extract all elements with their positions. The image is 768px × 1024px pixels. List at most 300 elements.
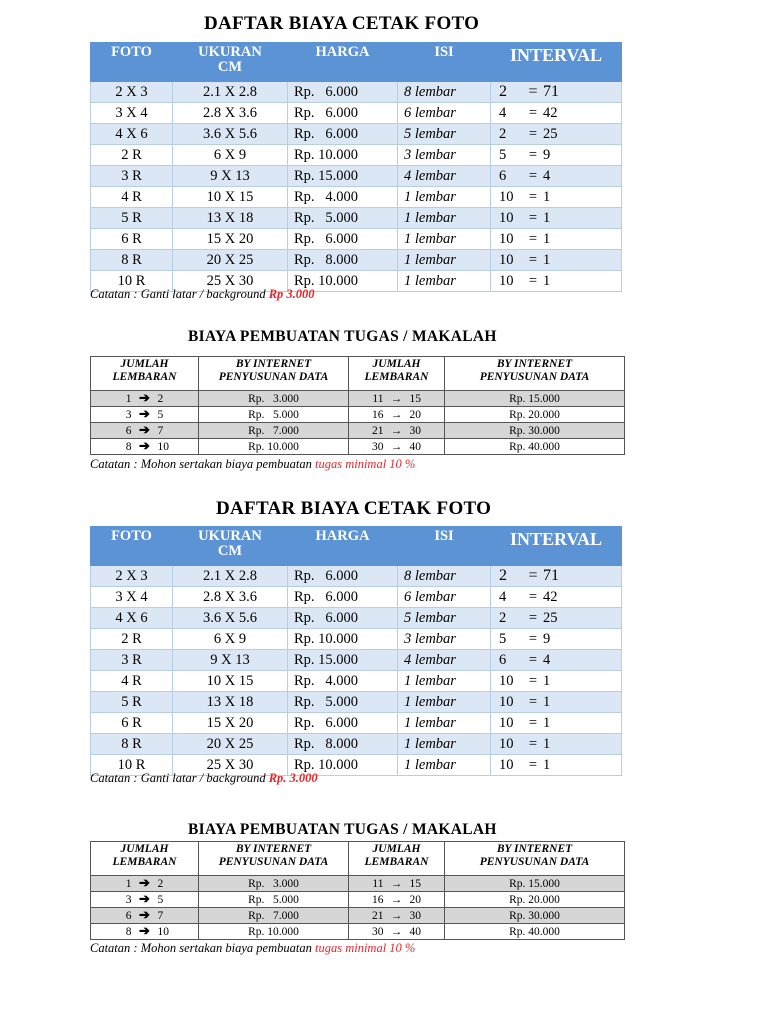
cell-price: Rp. 20.000: [445, 407, 625, 423]
header-text: PENYUSUNAN DATA: [218, 856, 329, 868]
interval-eq: =: [528, 188, 538, 205]
range-start: 3: [125, 894, 132, 906]
header-penyusunan-data-2: [445, 357, 625, 391]
interval-eq: =: [528, 251, 538, 268]
photo-table-header: [91, 527, 622, 566]
task-table-header: [91, 357, 625, 391]
cell-interval: [491, 629, 622, 650]
range-end: 20: [409, 408, 421, 421]
header-text: HARGA: [315, 44, 370, 60]
arrow-right-bold-icon: ➔: [139, 390, 150, 405]
cell-isi: 3 lembar: [398, 145, 491, 166]
task-table-header: [91, 842, 625, 876]
photo-price-table: [90, 526, 622, 776]
cell-isi: 4 lembar: [398, 650, 491, 671]
cell-isi: 1 lembar: [398, 734, 491, 755]
range-end: 30: [409, 909, 421, 922]
cell-price: Rp. 5.000: [199, 407, 349, 423]
cell-harga: Rp. 6.000: [288, 566, 398, 587]
range-end: 5: [157, 894, 164, 906]
interval-n2: 9: [543, 630, 551, 647]
header-ukuran: [173, 527, 288, 566]
cell-range: [349, 892, 445, 908]
range-start: 16: [372, 893, 384, 906]
range-start: 6: [125, 910, 132, 922]
cell-harga: Rp. 10.000: [288, 755, 398, 776]
cell-interval: [491, 103, 622, 124]
table-row: [91, 713, 622, 734]
interval-n2: 9: [543, 146, 551, 163]
cell-isi: 1 lembar: [398, 671, 491, 692]
interval-n2: 1: [543, 756, 551, 773]
header-text: INTERVAL: [509, 529, 603, 549]
header-text: BY INTERNET: [235, 358, 312, 370]
cell-harga: Rp. 6.000: [288, 124, 398, 145]
cell-ukuran: 15 X 20: [173, 713, 288, 734]
range-start: 16: [372, 408, 384, 421]
table-row: [91, 439, 625, 455]
cell-price: Rp. 40.000: [445, 924, 625, 940]
cell-ukuran: 2.1 X 2.8: [173, 566, 288, 587]
cell-ukuran: 9 X 13: [173, 166, 288, 187]
cell-foto: 10 R: [91, 271, 173, 292]
cell-ukuran: 15 X 20: [173, 229, 288, 250]
table-row: [91, 229, 622, 250]
cell-ukuran: 10 X 15: [173, 187, 288, 208]
arrow-right-icon: →: [390, 408, 403, 421]
interval-n1: 6: [499, 167, 507, 184]
range-start: 8: [125, 441, 132, 453]
table-row: [91, 734, 622, 755]
header-text: LEMBARAN: [364, 856, 429, 868]
range-start: 30: [372, 925, 384, 938]
cell-interval: [491, 124, 622, 145]
cell-harga: Rp. 6.000: [288, 103, 398, 124]
interval-eq: =: [528, 230, 538, 247]
table-row: [91, 629, 622, 650]
table-row: [91, 250, 622, 271]
cell-ukuran: 2.8 X 3.6: [173, 587, 288, 608]
cell-harga: Rp. 6.000: [288, 229, 398, 250]
cell-ukuran: 20 X 25: [173, 734, 288, 755]
range-end: 10: [157, 926, 169, 938]
task-price-title: BIAYA PEMBUATAN TUGAS / MAKALAH: [188, 328, 497, 345]
interval-eq: =: [528, 630, 538, 647]
cell-foto: 2 X 3: [91, 566, 173, 587]
cell-range: [91, 423, 199, 439]
interval-n2: 42: [543, 104, 558, 121]
range-end: 7: [157, 425, 164, 437]
header-foto: [91, 527, 173, 566]
task-note: Catatan : Mohon sertakan biaya pembuatan tugas minimal 10 %: [90, 941, 416, 955]
range-start: 6: [125, 425, 132, 437]
cell-harga: Rp. 5.000: [288, 208, 398, 229]
section-1: [0, 0, 768, 480]
range-end: 2: [157, 393, 164, 405]
cell-foto: 4 R: [91, 187, 173, 208]
cell-isi: 1 lembar: [398, 229, 491, 250]
interval-n1: 5: [499, 146, 507, 163]
task-price-title: BIAYA PEMBUATAN TUGAS / MAKALAH: [188, 821, 497, 838]
cell-foto: 5 R: [91, 208, 173, 229]
arrow-right-icon: →: [390, 893, 403, 906]
table-row: [91, 892, 625, 908]
cell-price: Rp. 20.000: [445, 892, 625, 908]
task-price-table: [90, 356, 625, 455]
header-text: PENYUSUNAN DATA: [218, 371, 329, 383]
price-list-title: DAFTAR BIAYA CETAK FOTO: [204, 13, 480, 34]
cell-isi: 3 lembar: [398, 629, 491, 650]
range-start: 21: [372, 909, 384, 922]
task-note: Catatan : Mohon sertakan biaya pembuatan tugas minimal 10 %: [90, 457, 416, 471]
table-row: [91, 391, 625, 407]
header-text: BY INTERNET: [235, 843, 312, 855]
interval-eq: =: [528, 588, 538, 605]
interval-n1: 5: [499, 630, 507, 647]
cell-interval: [491, 671, 622, 692]
cell-isi: 1 lembar: [398, 187, 491, 208]
interval-eq: =: [528, 609, 538, 626]
cell-foto: 2 X 3: [91, 82, 173, 103]
cell-ukuran: 9 X 13: [173, 650, 288, 671]
arrow-right-bold-icon: ➔: [139, 875, 150, 890]
cell-range: [91, 439, 199, 455]
interval-n2: 4: [543, 651, 551, 668]
cell-interval: [491, 166, 622, 187]
header-jumlah-lembaran-2: [349, 842, 445, 876]
cell-foto: 10 R: [91, 755, 173, 776]
header-text: JUMLAH: [372, 358, 421, 370]
arrow-right-bold-icon: ➔: [139, 406, 150, 421]
cell-harga: Rp. 10.000: [288, 629, 398, 650]
header-text: ISI: [434, 44, 454, 60]
cell-range: [91, 892, 199, 908]
cell-range: [91, 876, 199, 892]
interval-n2: 1: [543, 188, 551, 205]
cell-interval: [491, 208, 622, 229]
cell-price: Rp. 30.000: [445, 908, 625, 924]
table-row: [91, 587, 622, 608]
cell-interval: [491, 229, 622, 250]
range-end: 7: [157, 910, 164, 922]
range-end: 10: [157, 441, 169, 453]
header-text: JUMLAH: [372, 843, 421, 855]
cell-price: Rp. 15.000: [445, 876, 625, 892]
interval-eq: =: [528, 714, 538, 731]
cell-isi: 6 lembar: [398, 103, 491, 124]
cell-foto: 5 R: [91, 692, 173, 713]
arrow-right-bold-icon: ➔: [139, 438, 150, 453]
table-row: [91, 876, 625, 892]
cell-interval: [491, 650, 622, 671]
cell-ukuran: 13 X 18: [173, 692, 288, 713]
table-row: [91, 407, 625, 423]
cell-range: [91, 391, 199, 407]
interval-eq: =: [528, 104, 538, 121]
table-row: [91, 692, 622, 713]
cell-isi: 8 lembar: [398, 82, 491, 103]
price-list-title: DAFTAR BIAYA CETAK FOTO: [216, 498, 492, 519]
cell-harga: Rp. 6.000: [288, 587, 398, 608]
header-text: PENYUSUNAN DATA: [479, 371, 590, 383]
header-text: BY INTERNET: [496, 358, 573, 370]
interval-eq: =: [528, 672, 538, 689]
range-end: 15: [409, 392, 421, 405]
header-text: JUMLAH: [120, 843, 169, 855]
cell-harga: Rp. 4.000: [288, 187, 398, 208]
cell-harga: Rp. 6.000: [288, 713, 398, 734]
header-jumlah-lembaran-2: [349, 357, 445, 391]
interval-n1: 10: [499, 714, 514, 731]
interval-n2: 25: [543, 125, 558, 142]
table-row: [91, 908, 625, 924]
cell-interval: [491, 250, 622, 271]
header-text: CM: [217, 543, 243, 559]
range-end: 2: [157, 878, 164, 890]
interval-n2: 4: [543, 167, 551, 184]
cell-harga: Rp. 5.000: [288, 692, 398, 713]
range-end: 15: [409, 877, 421, 890]
interval-eq: =: [528, 167, 538, 184]
cell-foto: 8 R: [91, 250, 173, 271]
header-text: CM: [217, 59, 243, 75]
interval-n1: 6: [499, 651, 507, 668]
header-text: INTERVAL: [509, 45, 603, 65]
cell-price: Rp. 7.000: [199, 908, 349, 924]
table-row: [91, 608, 622, 629]
cell-foto: 2 R: [91, 145, 173, 166]
cell-ukuran: 6 X 9: [173, 145, 288, 166]
header-interval: [491, 43, 622, 82]
range-start: 1: [125, 878, 132, 890]
header-text: LEMBARAN: [364, 371, 429, 383]
cell-interval: [491, 713, 622, 734]
interval-n1: 10: [499, 693, 514, 710]
interval-n1: 2: [499, 609, 507, 626]
cell-isi: 6 lembar: [398, 587, 491, 608]
cell-harga: Rp. 15.000: [288, 166, 398, 187]
range-start: 3: [125, 409, 132, 421]
cell-harga: Rp. 4.000: [288, 671, 398, 692]
range-start: 11: [372, 877, 384, 890]
header-isi: [398, 527, 491, 566]
table-row: [91, 671, 622, 692]
cell-range: [91, 924, 199, 940]
cell-price: Rp. 10.000: [199, 924, 349, 940]
table-row: [91, 423, 625, 439]
interval-n1: 10: [499, 756, 514, 773]
photo-table-header: [91, 43, 622, 82]
header-penyusunan-data-2: [445, 842, 625, 876]
interval-eq: =: [528, 756, 538, 773]
arrow-right-icon: →: [390, 909, 403, 922]
table-row: [91, 124, 622, 145]
cell-ukuran: 10 X 15: [173, 671, 288, 692]
interval-n1: 10: [499, 672, 514, 689]
interval-eq: =: [528, 125, 538, 142]
cell-ukuran: 20 X 25: [173, 250, 288, 271]
header-penyusunan-data-1: [199, 842, 349, 876]
cell-range: [349, 407, 445, 423]
header-text: FOTO: [111, 44, 152, 60]
interval-n1: 10: [499, 209, 514, 226]
interval-eq: =: [528, 272, 538, 289]
range-end: 5: [157, 409, 164, 421]
header-harga: [288, 43, 398, 82]
cell-price: Rp. 3.000: [199, 876, 349, 892]
interval-n2: 1: [543, 230, 551, 247]
interval-n2: 1: [543, 672, 551, 689]
header-foto: [91, 43, 173, 82]
cell-harga: Rp. 10.000: [288, 271, 398, 292]
table-row: [91, 103, 622, 124]
cell-foto: 2 R: [91, 629, 173, 650]
interval-eq: =: [528, 735, 538, 752]
header-text: FOTO: [111, 528, 152, 544]
cell-harga: Rp. 8.000: [288, 734, 398, 755]
interval-eq: =: [528, 146, 538, 163]
interval-n1: 2: [499, 125, 507, 142]
cell-range: [349, 391, 445, 407]
table-row: [91, 145, 622, 166]
cell-ukuran: 25 X 30: [173, 271, 288, 292]
header-text: LEMBARAN: [112, 856, 177, 868]
table-row: [91, 187, 622, 208]
cell-range: [349, 908, 445, 924]
header-text: JUMLAH: [120, 358, 169, 370]
interval-eq: =: [528, 693, 538, 710]
cell-range: [349, 876, 445, 892]
table-row: [91, 166, 622, 187]
range-start: 21: [372, 424, 384, 437]
interval-n2: 1: [543, 735, 551, 752]
cell-range: [349, 439, 445, 455]
header-text: HARGA: [315, 528, 370, 544]
interval-eq: =: [528, 83, 538, 100]
interval-n2: 1: [543, 272, 551, 289]
cell-ukuran: 3.6 X 5.6: [173, 608, 288, 629]
table-row: [91, 82, 622, 103]
header-jumlah-lembaran-1: [91, 357, 199, 391]
table-row: [91, 650, 622, 671]
cell-foto: 6 R: [91, 713, 173, 734]
cell-harga: Rp. 6.000: [288, 82, 398, 103]
interval-n2: 1: [543, 714, 551, 731]
cell-harga: Rp. 8.000: [288, 250, 398, 271]
section-2: [0, 484, 768, 1024]
header-jumlah-lembaran-1: [91, 842, 199, 876]
cell-harga: Rp. 15.000: [288, 650, 398, 671]
table-row: [91, 924, 625, 940]
cell-interval: [491, 187, 622, 208]
cell-isi: 4 lembar: [398, 166, 491, 187]
cell-isi: 1 lembar: [398, 271, 491, 292]
header-text: BY INTERNET: [496, 843, 573, 855]
cell-interval: [491, 566, 622, 587]
cell-isi: 8 lembar: [398, 566, 491, 587]
range-end: 30: [409, 424, 421, 437]
cell-ukuran: 2.1 X 2.8: [173, 82, 288, 103]
interval-n1: 10: [499, 230, 514, 247]
cell-harga: Rp. 6.000: [288, 608, 398, 629]
interval-n2: 25: [543, 609, 558, 626]
cell-interval: [491, 271, 622, 292]
cell-isi: 1 lembar: [398, 713, 491, 734]
range-start: 1: [125, 393, 132, 405]
cell-price: Rp. 3.000: [199, 391, 349, 407]
background-note: Catatan : Ganti latar / background Rp. 3.000: [90, 771, 318, 785]
arrow-right-icon: →: [390, 925, 403, 938]
cell-ukuran: 6 X 9: [173, 629, 288, 650]
cell-foto: 3 R: [91, 166, 173, 187]
header-isi: [398, 43, 491, 82]
cell-isi: 5 lembar: [398, 608, 491, 629]
interval-n1: 10: [499, 251, 514, 268]
interval-n1: 2: [499, 567, 507, 584]
cell-range: [349, 423, 445, 439]
cell-foto: 4 X 6: [91, 608, 173, 629]
background-note: Catatan : Ganti latar / background Rp 3.000: [90, 287, 315, 301]
interval-eq: =: [528, 209, 538, 226]
interval-n1: 10: [499, 272, 514, 289]
cell-isi: 1 lembar: [398, 208, 491, 229]
cell-isi: 1 lembar: [398, 250, 491, 271]
interval-n1: 4: [499, 104, 507, 121]
cell-foto: 8 R: [91, 734, 173, 755]
interval-n1: 10: [499, 188, 514, 205]
range-start: 11: [372, 392, 384, 405]
interval-n2: 1: [543, 251, 551, 268]
arrow-right-bold-icon: ➔: [139, 422, 150, 437]
cell-interval: [491, 145, 622, 166]
header-penyusunan-data-1: [199, 357, 349, 391]
cell-interval: [491, 587, 622, 608]
range-end: 40: [409, 440, 421, 453]
cell-isi: 1 lembar: [398, 692, 491, 713]
header-text: UKURAN: [198, 44, 262, 60]
arrow-right-icon: →: [390, 392, 403, 405]
cell-foto: 4 X 6: [91, 124, 173, 145]
arrow-right-icon: →: [390, 440, 403, 453]
cell-range: [91, 407, 199, 423]
cell-isi: 1 lembar: [398, 755, 491, 776]
range-end: 40: [409, 925, 421, 938]
table-row: [91, 208, 622, 229]
interval-n1: 4: [499, 588, 507, 605]
interval-n2: 1: [543, 209, 551, 226]
photo-price-table: [90, 42, 622, 292]
cell-foto: 3 X 4: [91, 587, 173, 608]
interval-n2: 42: [543, 588, 558, 605]
interval-n2: 71: [543, 83, 559, 100]
interval-eq: =: [528, 651, 538, 668]
header-text: PENYUSUNAN DATA: [479, 856, 590, 868]
header-text: ISI: [434, 528, 454, 544]
cell-interval: [491, 608, 622, 629]
interval-eq: =: [528, 567, 538, 584]
interval-n1: 2: [499, 83, 507, 100]
arrow-right-bold-icon: ➔: [139, 891, 150, 906]
interval-n1: 10: [499, 735, 514, 752]
cell-foto: 6 R: [91, 229, 173, 250]
task-price-table: [90, 841, 625, 940]
header-text: LEMBARAN: [112, 371, 177, 383]
arrow-right-icon: →: [390, 877, 403, 890]
cell-interval: [491, 692, 622, 713]
range-start: 8: [125, 926, 132, 938]
interval-n2: 1: [543, 693, 551, 710]
cell-price: Rp. 10.000: [199, 439, 349, 455]
